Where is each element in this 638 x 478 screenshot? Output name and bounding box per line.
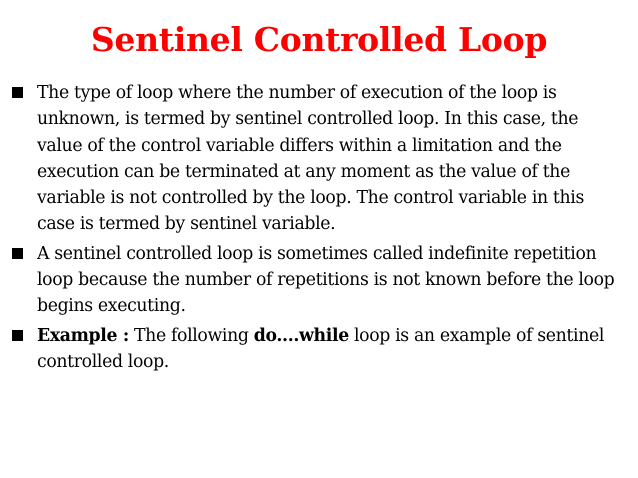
bullet-text: The following [128, 325, 254, 346]
code-keyword: do....while [253, 325, 349, 346]
example-label: Example : [37, 325, 129, 346]
slide-title: Sentinel Controlled Loop [90, 20, 548, 59]
bullet-item-1 [10, 80, 622, 238]
bullet-item-2 [10, 241, 622, 320]
bullet-list [10, 80, 622, 378]
bullet-text: loop is an example of sentinel controlled loop. [37, 325, 605, 372]
square-bullet-icon [12, 330, 23, 341]
bullet-text: A sentinel controlled loop is sometimes called indefinite repetition loop because the number of repetitions is not known before the loop begins executing. [37, 243, 615, 317]
bullet-text: The type of loop where the number of execution of the loop is unknown, is termed by sentinel controlled loop. In this case, the value of the control variable differs within a limitation and the execution can be terminated at any moment as the value of the variable is not controlled by the loop. The control variable in this case is termed by sentinel variable. [37, 83, 584, 235]
bullet-item-3 [10, 323, 622, 376]
square-bullet-icon [12, 248, 23, 259]
square-bullet-icon [12, 87, 23, 98]
